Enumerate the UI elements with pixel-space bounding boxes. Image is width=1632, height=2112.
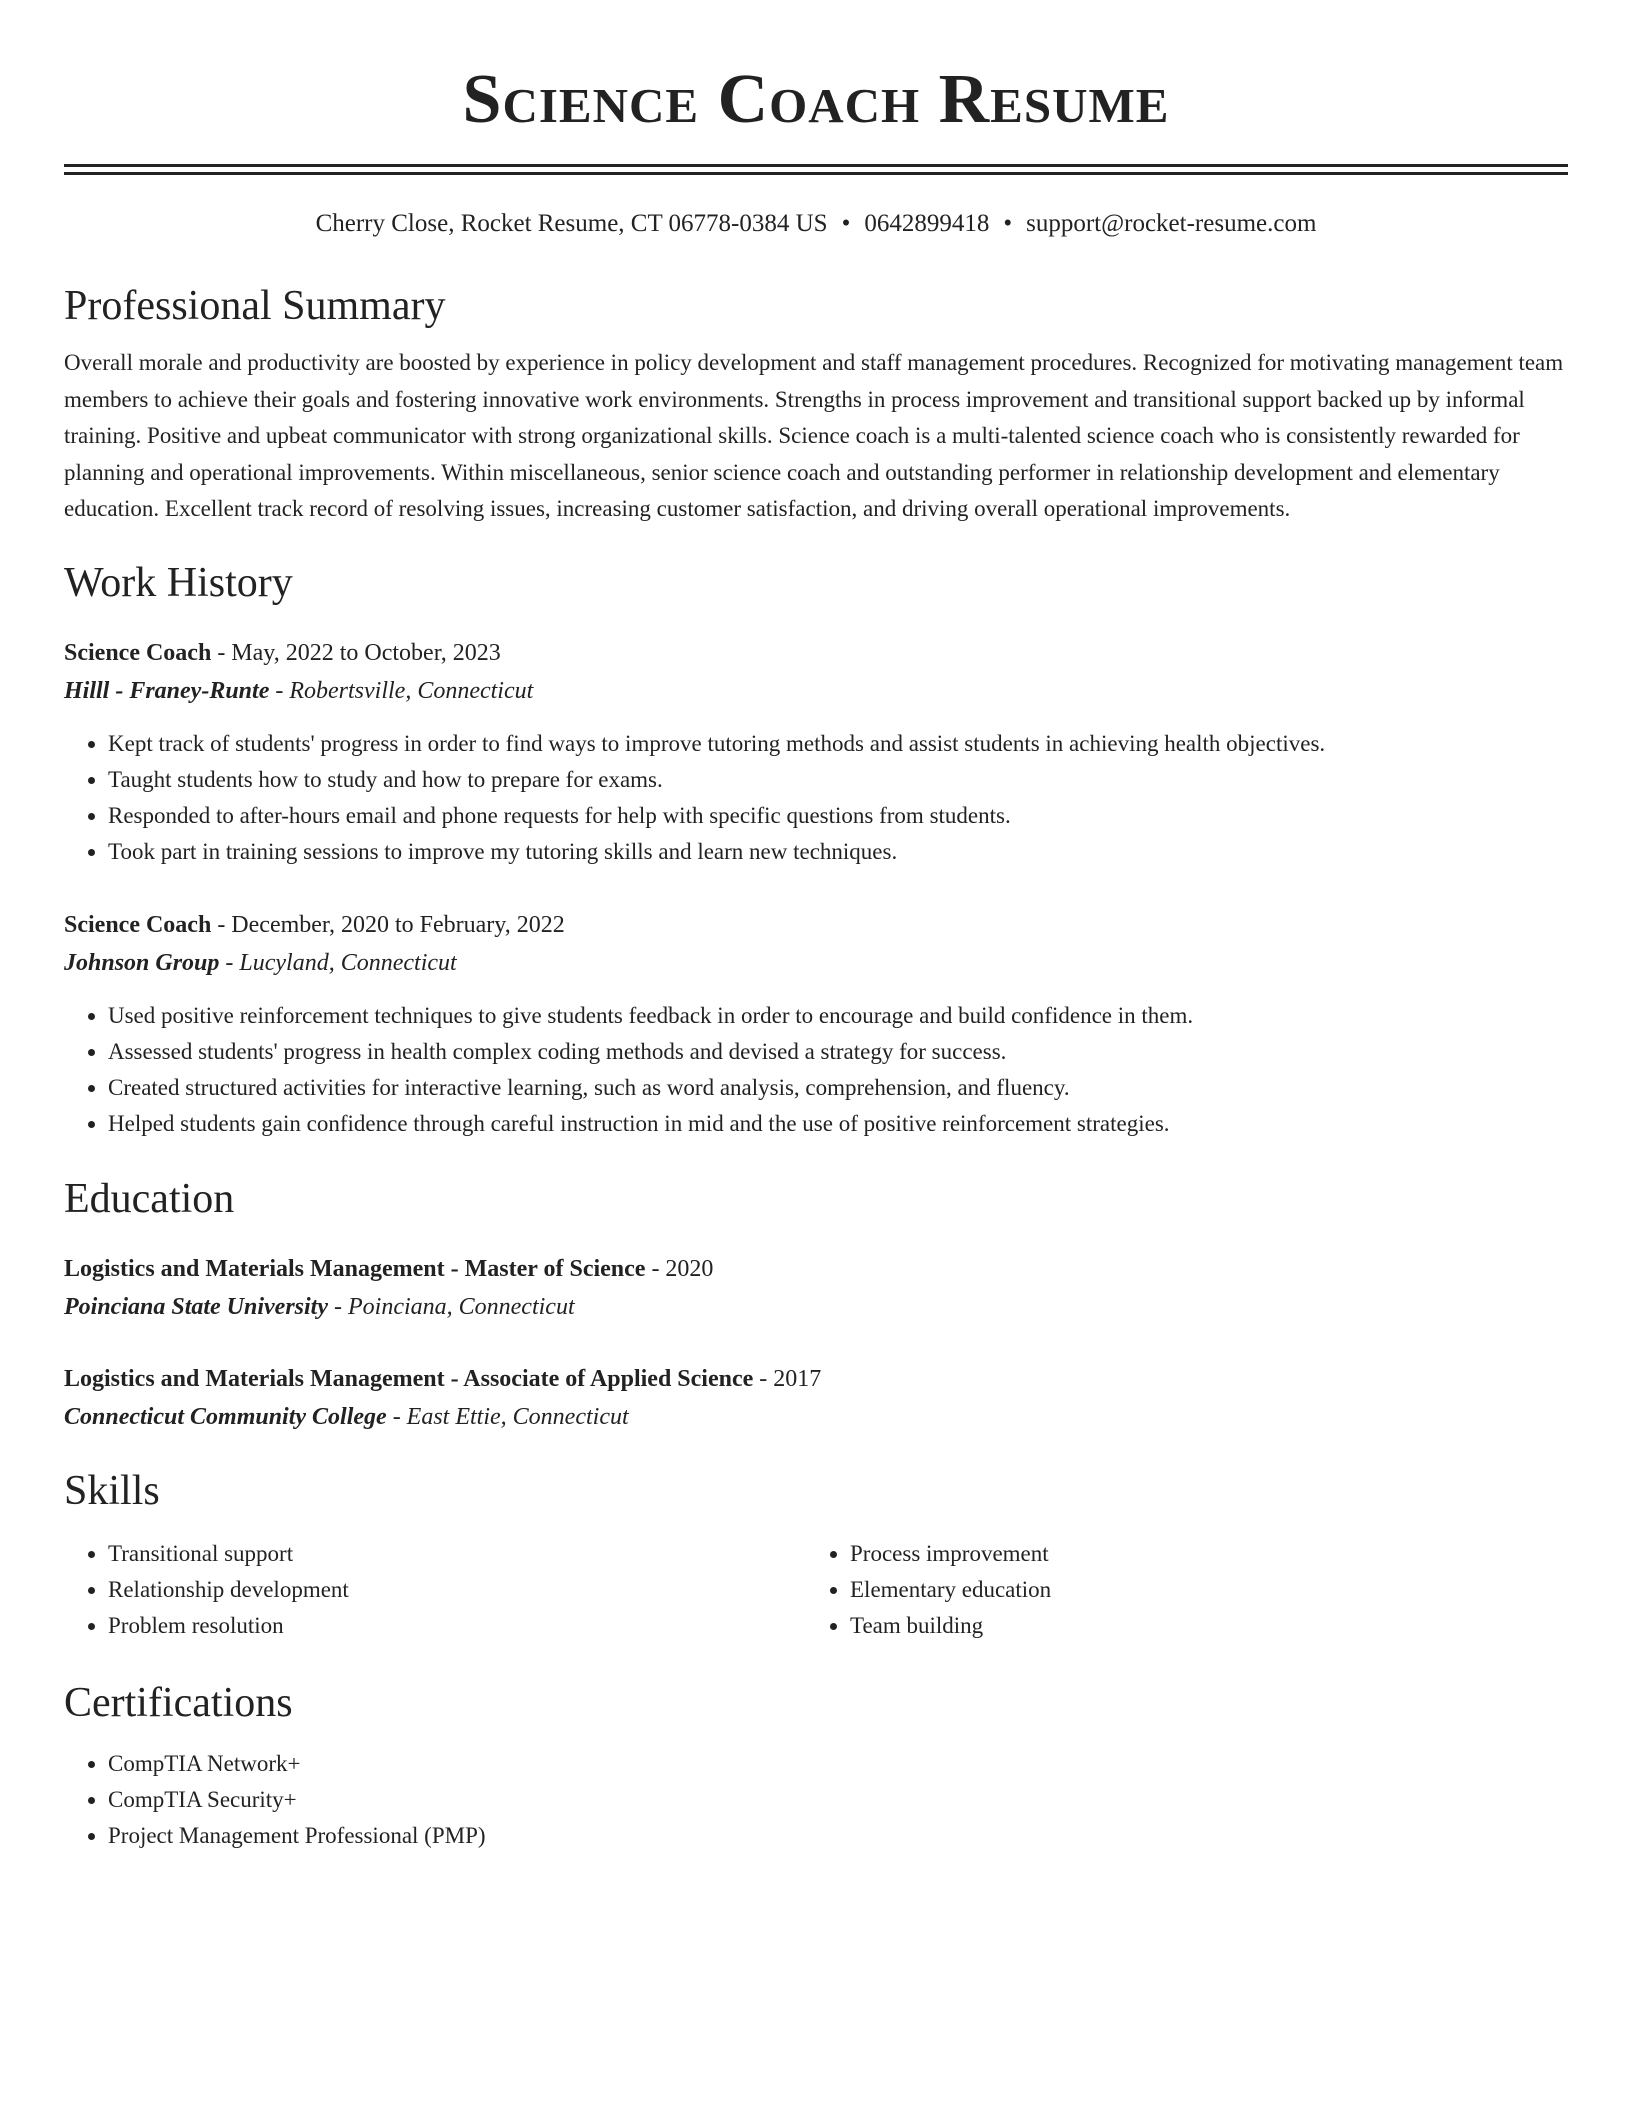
job-duty: • Used positive reinforcement techniques to give students feedback in order to encourage and build confidence in them.: [108, 998, 1568, 1034]
contact-line: [64, 207, 1568, 241]
job-location: - Lucyland, Connecticut: [219, 949, 457, 976]
education-year: - 2020: [645, 1255, 714, 1282]
job-duties: [64, 998, 1568, 1142]
job-title: Science Coach: [64, 639, 212, 666]
page-title: Science Coach Resume: [462, 61, 1170, 138]
skills-column-right: [806, 1536, 1548, 1644]
job-company: Hilll - Franey-Runte: [64, 677, 270, 704]
job-duty: • Assessed students' progress in health complex coding methods and devised a strategy for success.: [108, 1034, 1568, 1070]
education-entry: [64, 1360, 1568, 1436]
summary-text: Overall morale and productivity are boosted by experience in policy development and staff management procedures. Recognized for motivating management team members to achieve their goals and fostering innovative work environments. Strengths in process improvement and transitional support backed up by informal training. Positive and upbeat communicator with strong organizational skills. Science coach is a multi-talented science coach who is consistently rewarded for planning and operational improvements. Within miscellaneous, senior science coach and outstanding performer in relationship development and elementary education. Excellent track record of resolving issues, increasing customer satisfaction, and driving overall operational improvements.: [64, 350, 1564, 521]
education-degree: Logistics and Materials Management - Associate of Applied Science: [64, 1365, 754, 1392]
certification-item: • Project Management Professional (PMP): [108, 1818, 1568, 1854]
job-title: Science Coach: [64, 911, 212, 938]
contact-separator: •: [1003, 210, 1013, 237]
title-divider-top: [64, 164, 1568, 167]
skill-item: • Team building: [850, 1608, 1548, 1644]
education-entry: [64, 1250, 1568, 1326]
skill-item: • Transitional support: [108, 1536, 806, 1572]
skills-list: [64, 1536, 1568, 1644]
contact-phone: 0642899418: [864, 210, 990, 237]
contact-email: support@rocket-resume.com: [1026, 210, 1317, 237]
skills-column-left: [64, 1536, 806, 1644]
education-header: [64, 1250, 1568, 1288]
job-duties: [64, 726, 1568, 870]
job-company: Johnson Group: [64, 949, 220, 976]
education-school: Connecticut Community College: [64, 1403, 387, 1430]
education-location: - East Ettie, Connecticut: [386, 1403, 629, 1430]
contact-address: Cherry Close, Rocket Resume, CT 06778-0384 US: [315, 210, 828, 237]
education-school-line: [64, 1288, 1568, 1326]
job-header: [64, 634, 1568, 672]
education-year: - 2017: [753, 1365, 822, 1392]
section-heading-work: Work History: [64, 559, 293, 606]
job-employer: [64, 672, 1568, 710]
job-dates: - May, 2022 to October, 2023: [211, 639, 501, 666]
job-location: - Robertsville, Connecticut: [269, 677, 534, 704]
job-employer: [64, 944, 1568, 982]
section-heading-summary: Professional Summary: [64, 283, 446, 329]
job-duty: • Taught students how to study and how to prepare for exams.: [108, 762, 1568, 798]
job-header: [64, 906, 1568, 944]
section-heading-certifications: Certifications: [64, 1679, 293, 1726]
job-duty: • Created structured activities for interactive learning, such as word analysis, comprehension, and fluency.: [108, 1070, 1568, 1106]
skill-item: • Relationship development: [108, 1572, 806, 1608]
job-entry: [64, 634, 1568, 870]
skill-item: • Problem resolution: [108, 1608, 806, 1644]
job-duty: • Helped students gain confidence through careful instruction in mid and the use of positive reinforcement strategies.: [108, 1106, 1568, 1142]
section-heading-education: Education: [64, 1175, 235, 1222]
certification-item: • CompTIA Network+: [108, 1746, 1568, 1782]
education-header: [64, 1360, 1568, 1398]
job-duty: • Responded to after-hours email and phone requests for help with specific questions from students.: [108, 798, 1568, 834]
section-heading-skills: Skills: [64, 1467, 160, 1514]
certification-item: • CompTIA Security+: [108, 1782, 1568, 1818]
job-duty: • Took part in training sessions to improve my tutoring skills and learn new techniques.: [108, 834, 1568, 870]
education-location: - Poinciana, Connecticut: [328, 1293, 575, 1320]
skill-item: • Elementary education: [850, 1572, 1548, 1608]
skill-item: • Process improvement: [850, 1536, 1548, 1572]
contact-separator: •: [841, 210, 851, 237]
certifications-list: [64, 1746, 1568, 1854]
resume-page: [64, 0, 1568, 1854]
job-duty: • Kept track of students' progress in order to find ways to improve tutoring methods and assist students in achieving health objectives.: [108, 726, 1568, 762]
education-school-line: [64, 1398, 1568, 1436]
job-dates: - December, 2020 to February, 2022: [211, 911, 565, 938]
education-degree: Logistics and Materials Management - Master of Science: [64, 1255, 646, 1282]
education-school: Poinciana State University: [64, 1293, 328, 1320]
job-entry: [64, 906, 1568, 1142]
title-divider-bottom: [64, 172, 1568, 175]
